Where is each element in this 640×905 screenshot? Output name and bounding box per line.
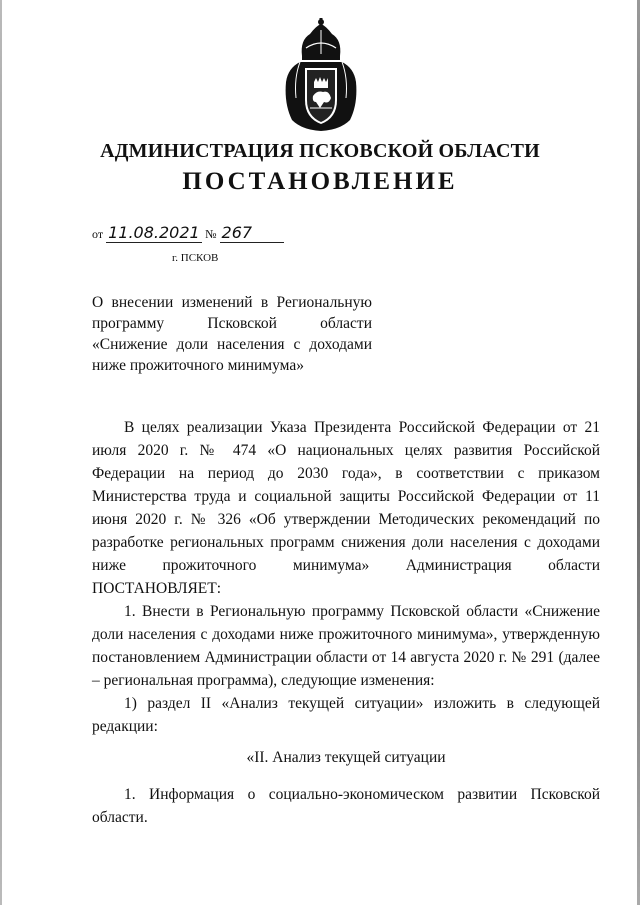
section-item-1-paragraph: 1. Информация о социально-экономическом развитии Псковской области. bbox=[92, 786, 600, 826]
number-label: № bbox=[205, 227, 217, 241]
document-type-title: ПОСТАНОВЛЕНИЕ bbox=[182, 168, 458, 195]
handwritten-number: 267 bbox=[220, 224, 284, 243]
subject-line: «Снижение доли населения с доходами bbox=[92, 336, 372, 353]
date-from-label: от bbox=[92, 227, 104, 241]
document-body bbox=[92, 416, 600, 829]
item-1-1-paragraph: 1) раздел II «Анализ текущей ситуации» изложить в следующей редакции: bbox=[92, 695, 600, 735]
subject-line: программу Псковской области bbox=[92, 315, 372, 332]
document-subject bbox=[92, 292, 372, 376]
preamble-paragraph: В целях реализации Указа Президента Российской Федерации от 21 июля 2020 г. № 474 «О национальных целях развития Российской Федерации на период до 2030 года», в соответствии с приказом Министерства труда и социальной защиты Российской Федерации от 11 июня 2020 г. № 326 «Об утверждении Методических рекомендаций по разработке региональных программ снижения доли населения с доходами ниже прожиточного минимума» Администрация области ПОСТАНОВЛЯЕТ: bbox=[92, 419, 600, 597]
dateline bbox=[92, 224, 284, 246]
handwritten-date: 11.08.2021 bbox=[106, 224, 202, 243]
item-1-paragraph: 1. Внести в Региональную программу Псковской области «Снижение доли населения с доходами ниже прожиточного минимума», утвержденную постановлением Администрации области от 14 августа 2020 г. № 291 (далее – региональная программа), следующие изменения: bbox=[92, 603, 600, 689]
page-edge-left bbox=[0, 0, 2, 905]
subject-line: О внесении изменений в Региональную bbox=[92, 294, 372, 311]
organization-title: АДМИНИСТРАЦИЯ ПСКОВСКОЙ ОБЛАСТИ bbox=[100, 140, 540, 162]
coat-of-arms-emblem bbox=[280, 18, 362, 132]
section-heading: «II. Анализ текущей ситуации bbox=[246, 749, 446, 766]
city-label: г. ПСКОВ bbox=[172, 252, 219, 264]
subject-line: ниже прожиточного минимума» bbox=[92, 357, 304, 374]
